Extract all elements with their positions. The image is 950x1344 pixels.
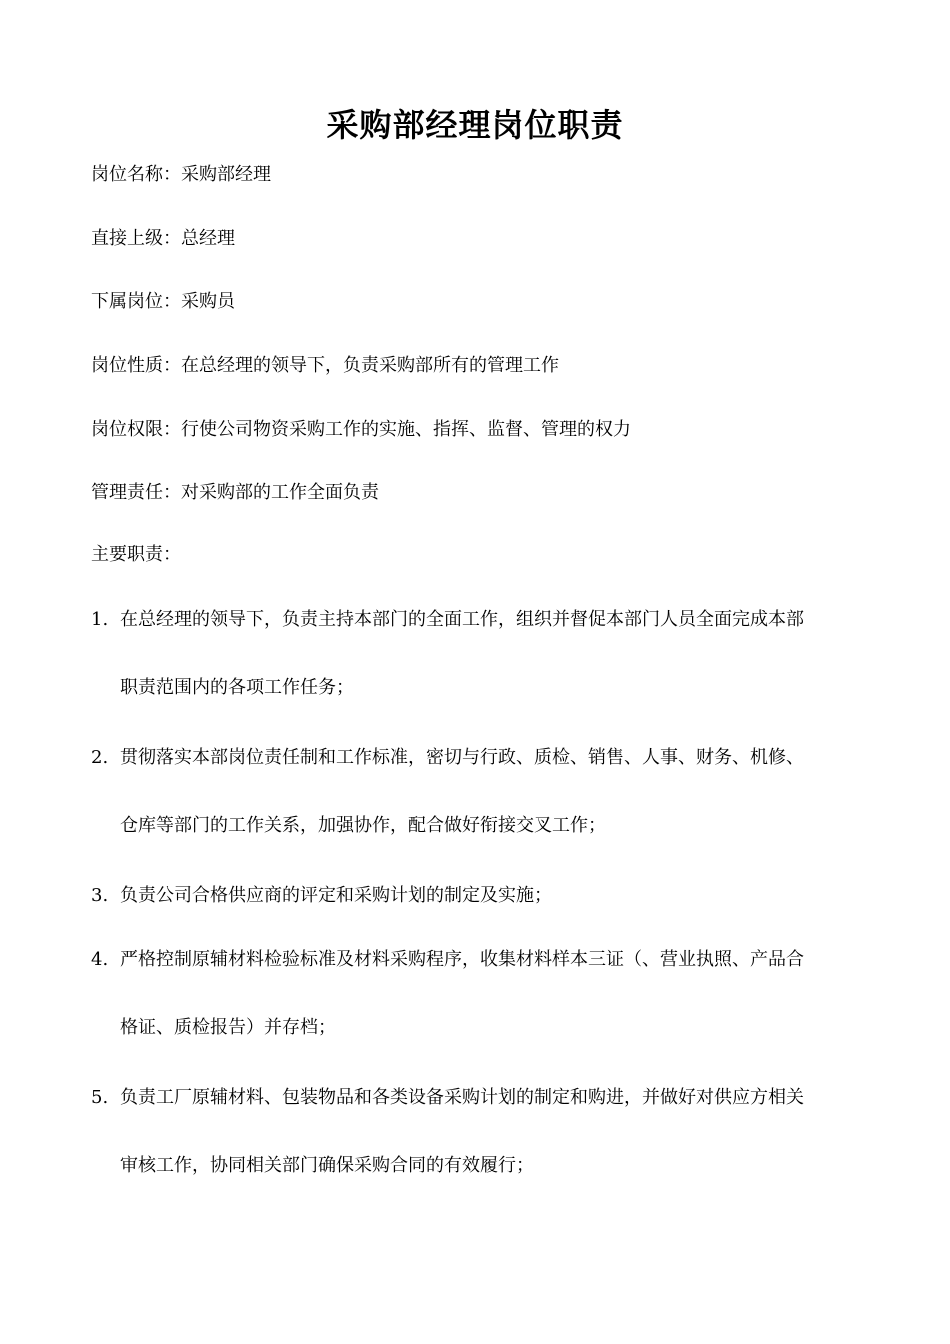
field-label: 岗位性质： xyxy=(91,355,181,376)
duty-number: 3. xyxy=(91,885,109,906)
field-position-name xyxy=(91,162,271,188)
field-value: 在总经理的领导下，负责采购部所有的管理工作 xyxy=(181,355,559,376)
field-label: 岗位权限： xyxy=(91,419,181,440)
duty-text-line: 仓库等部门的工作关系，加强协作，配合做好衔接交叉工作； xyxy=(120,815,606,836)
field-label: 下属岗位： xyxy=(91,291,181,312)
duty-text-line: 贯彻落实本部岗位责任制和工作标准，密切与行政、质检、销售、人事、财务、机修、 xyxy=(120,747,804,768)
field-management-responsibility xyxy=(91,480,379,506)
duty-text-line: 严格控制原辅材料检验标准及材料采购程序，收集材料样本三证（、营业执照、产品合 xyxy=(120,949,804,970)
duty-text-line: 在总经理的领导下，负责主持本部门的全面工作，组织并督促本部门人员全面完成本部 xyxy=(120,609,804,630)
field-value: 对采购部的工作全面负责 xyxy=(181,482,379,503)
field-position-authority xyxy=(91,417,631,443)
duty-text-line: 格证、质检报告）并存档； xyxy=(120,1017,336,1038)
field-direct-superior xyxy=(91,226,235,252)
field-subordinate-position xyxy=(91,289,235,315)
field-label: 管理责任： xyxy=(91,482,181,503)
duty-text-line: 审核工作，协同相关部门确保采购合同的有效履行； xyxy=(120,1155,534,1176)
field-value: 采购部经理 xyxy=(181,164,271,185)
duty-number: 4. xyxy=(91,949,109,970)
duty-number: 1. xyxy=(91,609,109,630)
field-value: 总经理 xyxy=(181,228,235,249)
duty-text-line: 职责范围内的各项工作任务； xyxy=(120,677,354,698)
field-value: 行使公司物资采购工作的实施、指挥、监督、管理的权力 xyxy=(181,419,631,440)
field-position-nature xyxy=(91,353,559,379)
duty-text-line: 负责工厂原辅材料、包装物品和各类设备采购计划的制定和购进，并做好对供应方相关 xyxy=(120,1087,804,1108)
field-label: 直接上级： xyxy=(91,228,181,249)
document-title: 采购部经理岗位职责 xyxy=(326,106,624,144)
field-value: 采购员 xyxy=(181,291,235,312)
duty-number: 2. xyxy=(91,747,109,768)
duty-number: 5. xyxy=(91,1087,109,1108)
duties-heading: 主要职责： xyxy=(91,544,181,565)
field-label: 岗位名称： xyxy=(91,164,181,185)
duty-text-line: 负责公司合格供应商的评定和采购计划的制定及实施； xyxy=(120,885,552,906)
